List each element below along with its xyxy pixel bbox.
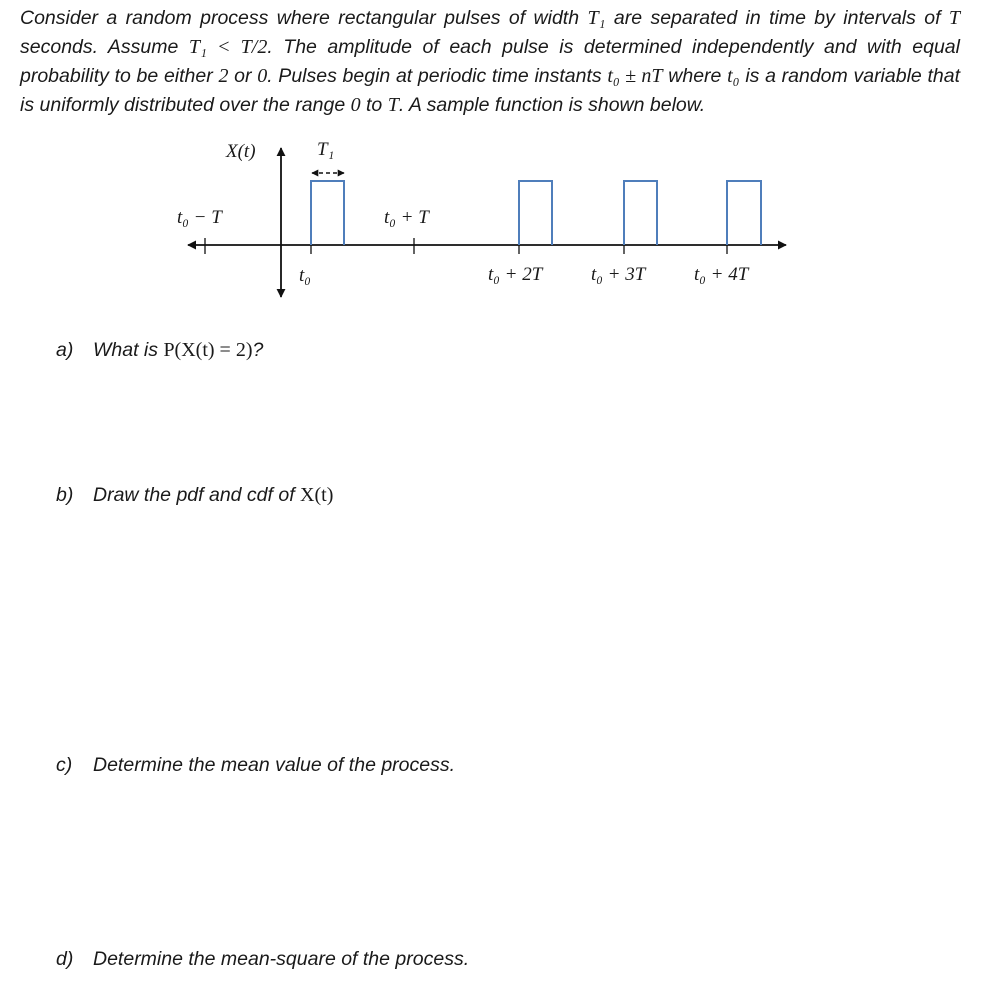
pulse-3 (519, 181, 552, 245)
question-d (56, 948, 469, 971)
tick-label-t0-plus-3T: t₀ + 3T (591, 264, 646, 285)
intro-text-7: where (662, 65, 728, 87)
intro-math-T: T (948, 7, 960, 29)
question-c (56, 754, 455, 777)
intro-math-T-end: T (387, 94, 399, 116)
question-a-math: P(X(t) = 2) (163, 339, 253, 361)
intro-math-ineq: T₁ < T/2 (188, 36, 268, 58)
pulse-width-label: T₁ (317, 139, 335, 160)
pulse-4 (624, 181, 657, 245)
intro-text-10: . A sample function is shown below. (398, 94, 706, 116)
intro-text-6: . Pulses begin at periodic time instants (267, 65, 608, 87)
pulse-5 (727, 181, 761, 245)
intro-text-5: or (228, 65, 258, 87)
intro-math-instants: t₀ ± nT (607, 65, 663, 87)
intro-text-8: is a random variable that is uniformly distributed over the range (20, 65, 960, 116)
tick-label-t0-plus-2T: t₀ + 2T (488, 264, 543, 285)
question-a-text: What is (93, 339, 164, 361)
question-a (56, 339, 263, 362)
intro-text-3: seconds. Assume (20, 36, 189, 58)
intro-math-t0: t₀ (727, 65, 740, 87)
question-b-label: b) (56, 484, 74, 506)
question-d-label: d) (56, 948, 74, 970)
intro-math-t1: T₁ (587, 7, 606, 29)
pulse-1 (311, 181, 344, 245)
y-axis-label: X(t) (226, 141, 256, 162)
tick-label-t0-plus-T: t₀ + T (384, 207, 429, 228)
question-c-label: c) (56, 754, 73, 776)
question-d-text: Determine the mean-square of the process. (93, 948, 470, 970)
question-b-text: Draw the pdf and cdf of (93, 484, 301, 506)
question-a-end: ? (252, 339, 264, 361)
intro-text-2: are separated in time by intervals of (605, 7, 949, 29)
intro-text-9: to (360, 94, 388, 116)
question-a-label: a) (56, 339, 74, 361)
tick-label-t0: t₀ (299, 265, 311, 286)
intro-math-zero: 0 (350, 94, 361, 116)
intro-math-2: 2 (218, 65, 229, 87)
intro-text-4: . The amplitude of each pulse is determined independently and with equal probability to be either (20, 36, 960, 87)
question-b (56, 484, 333, 507)
intro-math-0: 0 (257, 65, 268, 87)
tick-label-t0-plus-4T: t₀ + 4T (694, 264, 749, 285)
question-b-math: X(t) (300, 484, 334, 506)
intro-text-1: Consider a random process where rectangular pulses of width (20, 7, 588, 29)
question-c-text: Determine the mean value of the process. (93, 754, 456, 776)
tick-label-t0-minus-T: t₀ − T (177, 207, 222, 228)
